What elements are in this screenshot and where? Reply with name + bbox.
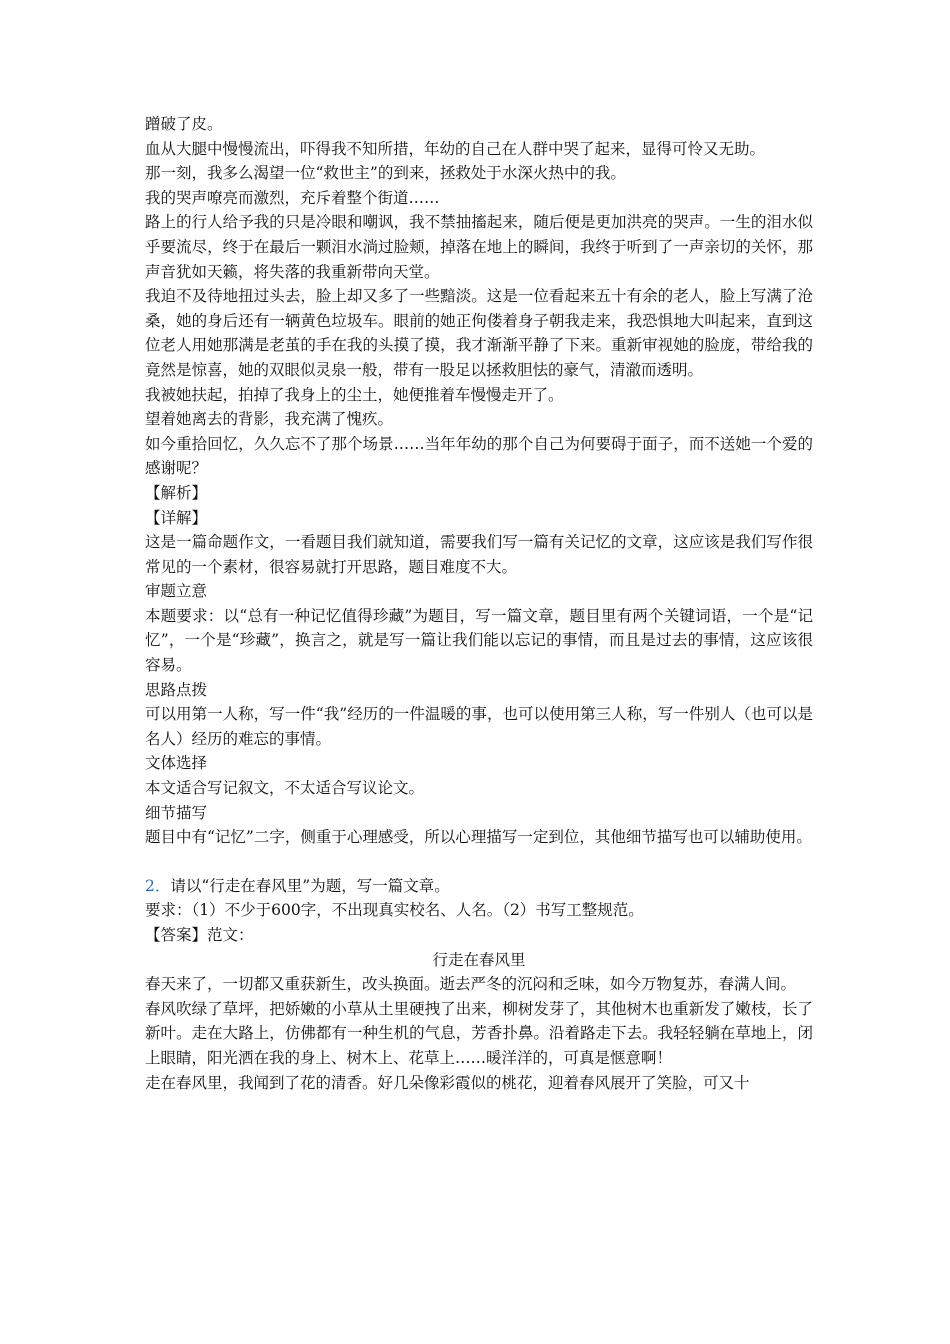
spacer (145, 850, 813, 874)
essay-paragraph: 我的哭声嘹亮而激烈，充斥着整个街道…… (145, 188, 440, 207)
essay-paragraph: 我迫不及待地扭过头去，脸上却又多了一些黯淡。这是一位看起来五十有余的老人，脸上写满了沧桑，她的身后还有一辆黄色垃圾车。眼前的她正佝偻着身子朝我走来，我恐惧地大叫起来，直到这位老人用她那满是老茧的手在我的头摸了摸，我才渐渐平静了下来。重新审视她的脸庞，带给我的竟然是惊喜，她的双眼似灵泉一般，带有一股足以拯救胆怯的豪气，清澈而透明。 (145, 287, 813, 379)
section-heading: 细节描写 (145, 803, 208, 822)
question-requirements: 要求：（1）不少于600字，不出现真实校名、人名。（2）书写工整规范。 (145, 901, 644, 920)
analysis-paragraph: 题目中有“记忆”二字，侧重于心理感受，所以心理描写一定到位，其他细节描写也可以辅助使用。 (145, 828, 812, 847)
answer-label: 【答案】范文： (145, 926, 254, 944)
question-prompt (145, 874, 813, 899)
essay-paragraph: 血从大腿中慢慢流出，吓得我不知所措，年幼的自己在人群中哭了起来，显得可怜又无助。 (145, 139, 766, 158)
question-number: 2． (145, 876, 171, 895)
analysis-paragraph: 本题要求：以“总有一种记忆值得珍藏”为题目，写一篇文章，题目里有两个关键词语，一个是“记忆”，一个是“珍藏”，换言之，就是写一篇让我们能以忘记的事情，而且是过去的事情，这应该很容易。 (145, 606, 813, 675)
essay-paragraph: 我被她扶起，拍掉了我身上的尘土，她便推着车慢慢走开了。 (145, 385, 564, 404)
essay-paragraph: 春风吹绿了草坪，把娇嫩的小草从土里硬拽了出来，柳树发芽了，其他树木也重新发了嫩枝，长了新叶。走在大路上，仿佛都有一种生机的气息，芳香扑鼻。沿着路走下去。我轻轻躺在草地上，闭上眼睛，阳光洒在我的身上、树木上、花草上……暖洋洋的，可真是惬意啊！ (145, 999, 813, 1067)
essay-paragraph: 如今重拾回忆，久久忘不了那个场景……当年年幼的那个自己为何要碍于面子，而不送她一个爱的感谢呢？ (145, 434, 813, 478)
analysis-paragraph: 这是一篇命题作文，一看题目我们就知道，需要我们写一篇有关记忆的文章，这应该是我们写作很常见的一个素材，很容易就打开思路，题目难度不大。 (145, 533, 813, 576)
essay-paragraph: 路上的行人给予我的只是冷眼和嘲讽，我不禁抽搐起来，随后便是更加洪亮的哭声。一生的泪水似乎要流尽，终于在最后一颗泪水淌过脸颊，掉落在地上的瞬间，我终于听到了一声亲切的关怀，那声音犹如天籁，将失落的我重新带向天堂。 (145, 213, 813, 281)
essay-title: 行走在春风里 (432, 950, 526, 969)
detail-label: 【详解】 (145, 508, 208, 527)
essay-paragraph: 蹭破了皮。 (145, 115, 223, 133)
essay-paragraph: 春天来了，一切都又重获新生，改头换面。逝去严冬的沉闷和乏味，如今万物复苏，春满人间。 (145, 975, 797, 994)
section-heading: 思路点拨 (145, 680, 208, 699)
section-heading: 审题立意 (145, 582, 208, 601)
section-heading: 文体选择 (145, 754, 208, 773)
essay-paragraph: 望着她离去的背影，我充满了愧疚。 (145, 410, 394, 429)
question-text: 请以“行走在春风里”为题，写一篇文章。 (170, 876, 450, 895)
essay-paragraph: 走在春风里，我闻到了花的清香。好几朵像彩霞似的桃花，迎着春风展开了笑脸，可又十 (145, 1073, 750, 1092)
document-page (145, 112, 813, 1095)
analysis-label: 【解析】 (145, 483, 208, 502)
analysis-paragraph: 本文适合写记叙文，不太适合写议论文。 (145, 779, 425, 798)
essay-paragraph: 那一刻，我多么渴望一位“救世主”的到来，拯救处于水深火热中的我。 (145, 164, 626, 183)
analysis-paragraph: 可以用第一人称，写一件“我”经历的一件温暖的事，也可以使用第三人称，写一件别人（也可以是名人）经历的难忘的事情。 (145, 705, 813, 748)
